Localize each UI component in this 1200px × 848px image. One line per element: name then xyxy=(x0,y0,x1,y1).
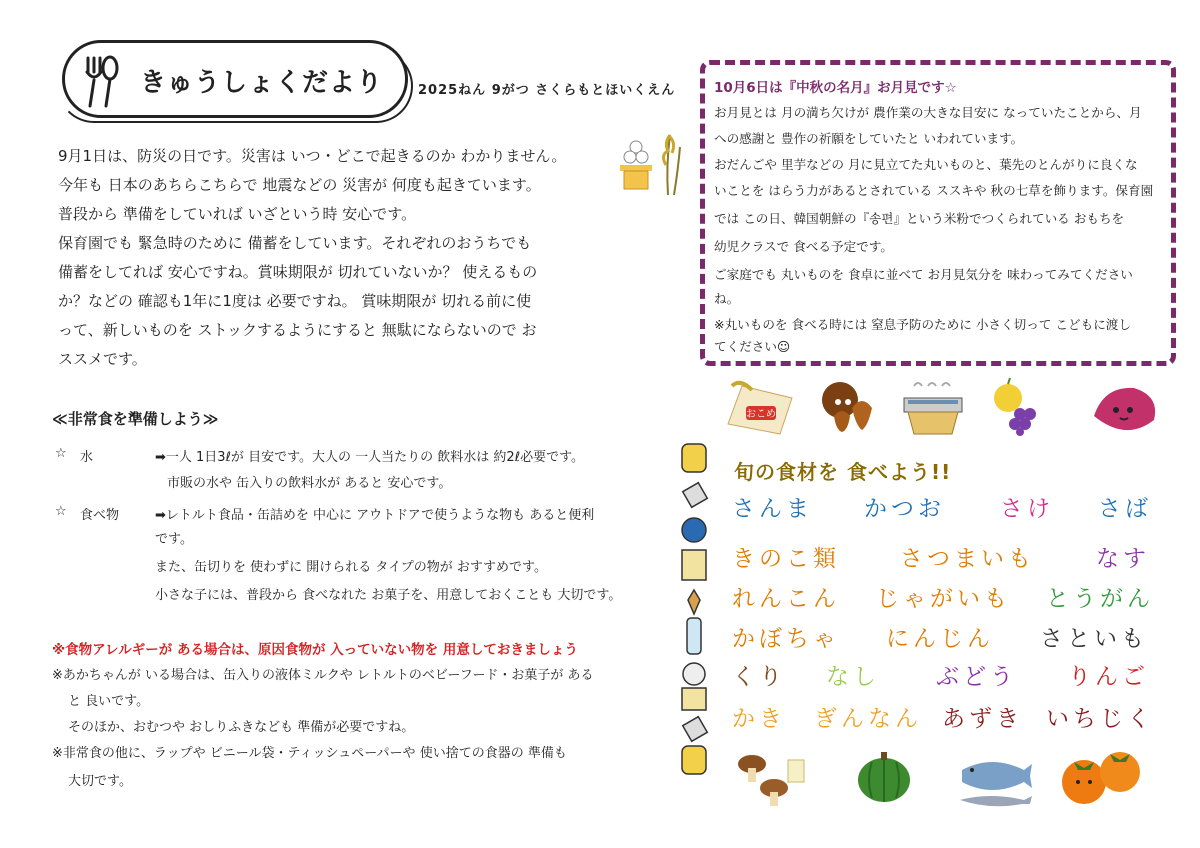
intro-line: って、新しいものを ストックするようにすると 無駄にならないので お xyxy=(58,321,537,339)
food-kuri: くり xyxy=(732,664,786,690)
food-tougan: とうがん xyxy=(1046,586,1154,612)
pumpkin-icon xyxy=(852,748,916,806)
header-info: 2025ねん 9がつ さくらもとほいくえん xyxy=(418,83,676,98)
food-budou: ぶどう xyxy=(936,664,1017,690)
moon-line: ご家庭でも 丸いものを 食卓に並べて お月見気分を 味わってみてください xyxy=(714,267,1133,282)
food-line: また、缶切りを 使わずに 開けられる タイプの物が おすすめです。 xyxy=(155,560,547,575)
food-nashi: なし xyxy=(826,664,880,690)
moon-line: では この日、韓国朝鮮の『송편』という米粉でつくられている おもちを xyxy=(714,211,1125,226)
emergency-food-heading: ≪非常食を準備しよう≫ xyxy=(52,410,219,428)
mushroom-icon xyxy=(732,750,810,808)
star-symbol: ☆ xyxy=(55,504,67,519)
food-azuki: あずき xyxy=(942,706,1023,732)
food-line: です。 xyxy=(155,532,193,547)
intro-paragraph xyxy=(58,142,678,374)
rice-bag-icon xyxy=(722,376,802,436)
food-kabocha: かぼちゃ xyxy=(732,626,840,652)
intro-line: か？などの 確認も1年に1度は 必要ですね。 賞味期限が 切れる前に使 xyxy=(58,292,532,310)
food-ninjin: にんじん xyxy=(886,626,994,652)
moon-line: いことを はらう力があるとされている ススキや 秋の七草を飾ります。保育園 xyxy=(714,183,1154,198)
food-line: 小さな子には、普段から 食べなれた お菓子を、用意しておくことも 大切です。 xyxy=(155,588,622,603)
other-note: ※非常食の他に、ラップや ビニール袋・ティッシュペーパーや 使い捨ての食器の 準備も xyxy=(52,746,567,761)
moon-line: 幼児クラスで 食べる予定です。 xyxy=(714,239,893,254)
water-line: 市販の水や 缶入りの飲料水が あると 安心です。 xyxy=(167,476,452,491)
page-title: きゅうしょくだより xyxy=(140,68,384,98)
sweet-potato-icon xyxy=(1086,380,1162,440)
food-satoimo: さといも xyxy=(1040,626,1148,652)
food-jagaimo: じゃがいも xyxy=(876,586,1011,612)
water-line: ➡一人 1日3ℓが 目安です。大人の 一人当たりの 飲料水は 約2ℓ必要です。 xyxy=(155,450,585,465)
persimmon-icon xyxy=(1056,744,1148,808)
food-ringo: りんご xyxy=(1068,664,1149,690)
intro-line: 普段から 準備をしていれば いざという時 安心です。 xyxy=(58,205,417,223)
food-ichijiku: いちじく xyxy=(1046,706,1154,732)
grill-icon xyxy=(898,380,968,438)
moon-line: への感謝と 豊作の祈願をしていたと いわれています。 xyxy=(714,131,1024,146)
star-symbol: ☆ xyxy=(55,446,67,461)
disaster-kit-icons xyxy=(674,440,714,780)
intro-line: 保育園でも 緊急時のために 備蓄をしています。それぞれのおうちでも xyxy=(58,234,532,252)
food-label: 食べ物 xyxy=(80,508,120,523)
moon-line: ※丸いものを 食べる時には 窒息予防のために 小さく切って こどもに渡し xyxy=(714,317,1131,332)
intro-line: 今年も 日本のあちらこちらで 地震などの 災害が 何度も起きています。 xyxy=(58,176,541,194)
seasonal-food-title: 旬の食材を 食べよう!! xyxy=(734,460,952,484)
food-nasu: なす xyxy=(1096,546,1150,572)
baby-note: そのほか、おむつや おしりふきなども 準備が必要ですね。 xyxy=(68,720,415,735)
intro-line: 9月1日は、防災の日です。災害は いつ・どこで起きるのか わかりません。 xyxy=(58,147,567,165)
food-ginnan: ぎんなん xyxy=(814,706,922,732)
intro-line: ススメです。 xyxy=(58,350,147,368)
chestnut-icon xyxy=(816,378,880,436)
moon-viewing-title: 10月6日は『中秋の名月』お月見です☆ xyxy=(714,80,957,96)
fork-spoon-icon xyxy=(70,52,130,112)
food-kinoko: きのこ類 xyxy=(732,546,840,572)
food-sanma: さんま xyxy=(732,496,813,522)
intro-line: 備蓄をしてれば 安心ですね。賞味期限が 切れていないか？ 使えるもの xyxy=(58,263,538,281)
pear-grape-icon xyxy=(986,376,1042,436)
moon-line: おだんごや 里芋などの 月に見立てた丸いものと、葉先のとんがりに良くな xyxy=(714,157,1138,172)
water-label: 水 xyxy=(80,450,94,465)
food-katsuo: かつお xyxy=(864,496,945,522)
food-kaki: かき xyxy=(732,706,786,732)
baby-note: ※あかちゃんが いる場合は、缶入りの液体ミルクや レトルトのベビーフード・お菓子が ある xyxy=(52,668,594,683)
food-satsumaimo: さつまいも xyxy=(900,546,1035,572)
baby-note: と 良いです。 xyxy=(68,694,150,709)
food-saba: さば xyxy=(1098,496,1152,522)
fish-icon xyxy=(956,750,1036,810)
moon-line: お月見とは 月の満ち欠けが 農作業の大きな目安に なっていたことから、月 xyxy=(714,105,1142,120)
food-renkon: れんこん xyxy=(732,586,840,612)
moon-line: てください☺ xyxy=(714,339,791,354)
moon-line: ね。 xyxy=(714,291,740,306)
other-note: 大切です。 xyxy=(68,774,132,789)
allergy-warning: ※食物アレルギーが ある場合は、原因食物が 入っていない物を 用意しておきましょう xyxy=(52,642,578,658)
food-line: ➡レトルト食品・缶詰めを 中心に アウトドアで使うような物も あると便利 xyxy=(155,508,595,523)
food-sake: さけ xyxy=(1000,496,1054,522)
rice-bag-label: おこめ xyxy=(746,409,776,420)
